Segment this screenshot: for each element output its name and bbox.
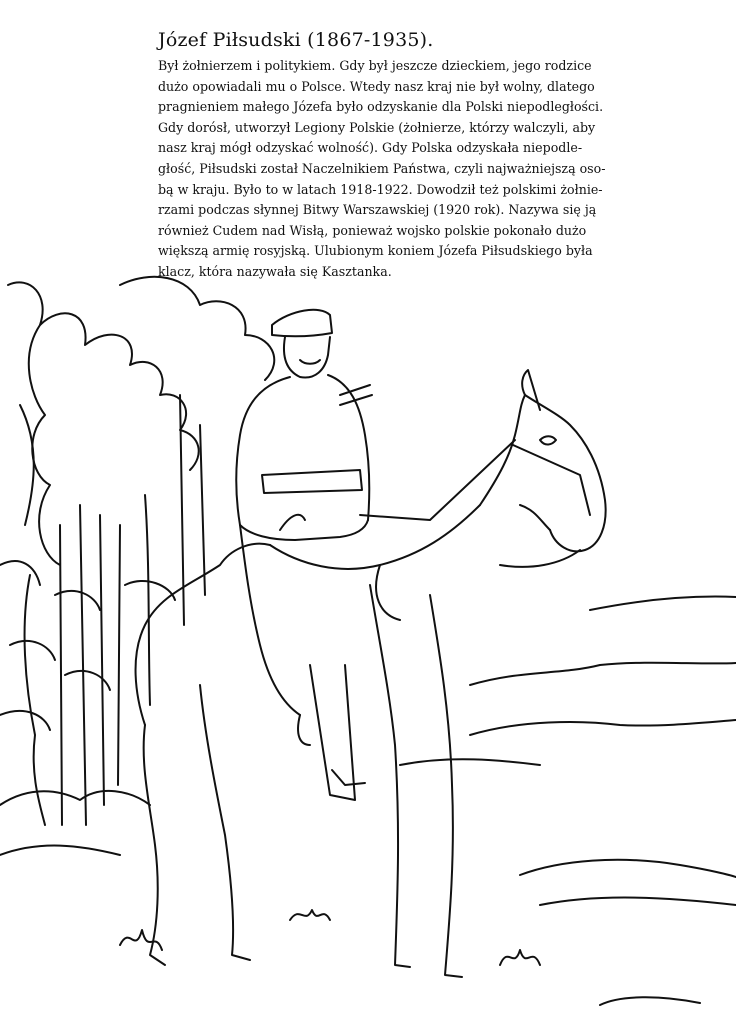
- landscape-icon: [0, 597, 736, 1005]
- body-line: Gdy dorósł, utworzył Legiony Polskie (żołnierze, którzy walczyli, aby: [158, 119, 596, 135]
- body-line: bą w kraju. Było to w latach 1918-1922. Dowodził też polskimi żołnie-: [158, 181, 603, 197]
- body-line: pragnieniem małego Józefa było odzyskanie dla Polski niepodległości.: [158, 99, 604, 115]
- body-line: większą armię rosyjską. Ulubionym koniem Józefa Piłsudskiego była: [158, 243, 593, 259]
- rider-on-horse-coloring-icon: [0, 265, 736, 1024]
- text-block: [158, 28, 606, 283]
- rider-icon: [236, 310, 515, 800]
- body-line: rzami podczas słynnej Bitwy Warszawskiej (1920 rok). Nazywa się ją: [158, 202, 597, 218]
- body-paragraph: [158, 56, 606, 283]
- body-line: klacz, która nazywała się Kasztanka.: [158, 263, 392, 279]
- body-line: Był żołnierzem i politykiem. Gdy był jeszcze dzieckiem, jego rodzice: [158, 58, 592, 73]
- body-line: głość, Piłsudski został Naczelnikiem Państwa, czyli najważniejszą oso-: [158, 160, 606, 176]
- body-line: nasz kraj mógł odzyskać wolność). Gdy Polska odzyskała niepodle-: [158, 140, 583, 156]
- illustration: [0, 265, 736, 1024]
- page-title: Józef Piłsudski (1867-1935).: [158, 29, 434, 51]
- body-line: również Cudem nad Wisłą, ponieważ wojsko polskie pokonało dużo: [158, 222, 587, 238]
- body-line: dużo opowiadali mu o Polsce. Wtedy nasz kraj nie był wolny, dlatego: [158, 78, 595, 94]
